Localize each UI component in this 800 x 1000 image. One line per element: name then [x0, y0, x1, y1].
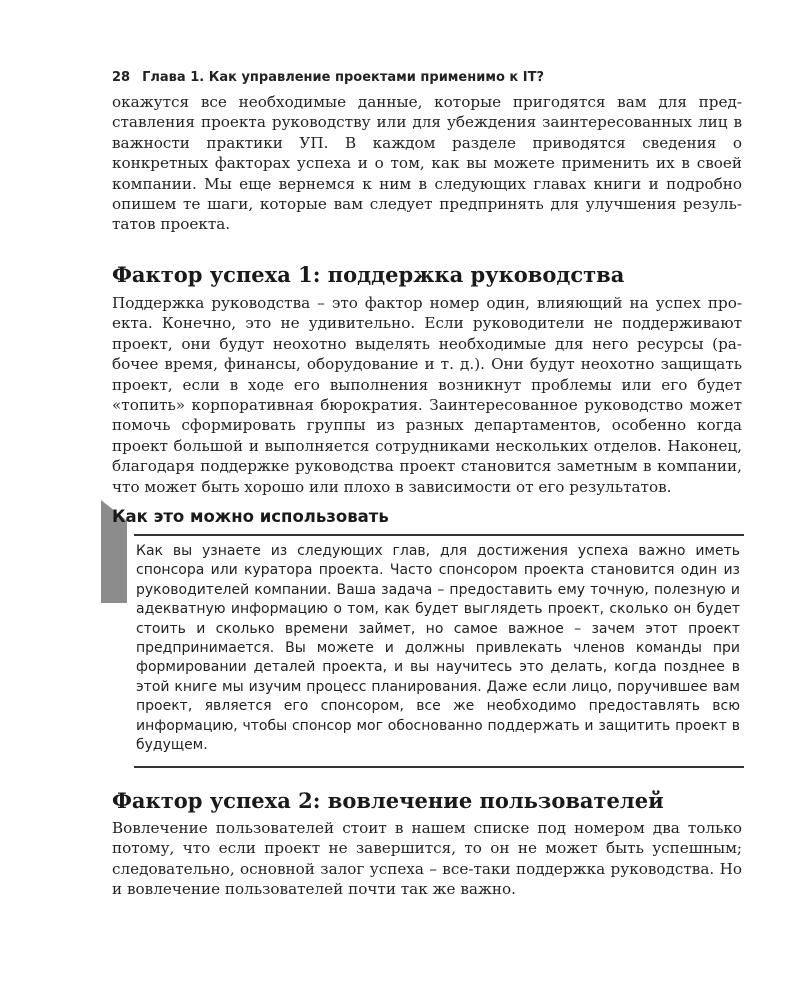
- intro-paragraph: окажутся все необходимые данные, которые пригодятся вам для представления проекта руководству или для убеждения заинтересованных лиц в важности практики УП. В каждом разделе приводятся сведения о конкретных факторах успеха и о том, как вы можете применить их в своей компании. Мы еще вернемся к ним в следующих главах книги и подробно опишем те шаги, которые вам следует предпринять для улучшения результатов проекта.: [112, 93, 742, 234]
- sidebar-text: Как вы узнаете из следующих глав, для достижения успеха важно иметь спонсора или куратора проекта. Часто спонсором проекта становится один из руководителей компании. Ваша задача – предоставить ему точную, полезную и адекватную информацию о том, как будет выглядеть проект, сколько он будет стоить и сколько времени займет, но самое важное – зачем этот проект предпринимается. Вы можете и должны привлекать членов команды при формировании деталей проекта, и вы научитесь это делать, когда позднее в этой книге мы изучим процесс планирования. Даже если лицо, поручившее вам проект, является его спонсором, все же необходимо предоставлять всю информацию, чтобы спонсор мог обоснованно поддержать и защитить проект в будущем.: [136, 543, 740, 754]
- section-2-paragraph: Вовлечение пользователей стоит в нашем списке под номером два только потому, что если проект не завершится, то он не может быть успешным; следовательно, основной залог успеха – все-таки поддержка руководства. Но и вовлечение пользователей почти так же важно.: [112, 819, 742, 899]
- section-2-heading: Фактор успеха 2: вовлечение пользователей: [112, 788, 664, 813]
- section-1-paragraph: Поддержка руководства – это фактор номер один, влияющий на успех проекта. Конечно, это не удивительно. Если руководители не поддерживают проект, они будут неохотно выделять необходимые для него ресурсы (рабочее время, финансы, оборудование и т. д.). Они будут неохотно защищать проект, если в ходе его выполнения возникнут проблемы или его будет «топить» корпоративная бюрократия. Заинтересованное руководство может помочь сформировать группы из разных департаментов, особенно когда проект большой и выполняется сотрудниками нескольких отделов. Наконец, благодаря поддержке руководства проект становится заметным в компании, что может быть хорошо или плохо в зависимости от его результатов.: [112, 294, 742, 496]
- sidebar-title: Как это можно использовать: [112, 507, 389, 526]
- sidebar-bottom-rule: [134, 766, 744, 768]
- sidebar-top-rule: [134, 534, 744, 536]
- chapter-title: Глава 1. Как управление проектами применимо к IT?: [142, 70, 545, 85]
- section-1-heading: Фактор успеха 1: поддержка руководства: [112, 262, 625, 287]
- running-head: [112, 70, 752, 85]
- page-number: 28: [112, 70, 131, 85]
